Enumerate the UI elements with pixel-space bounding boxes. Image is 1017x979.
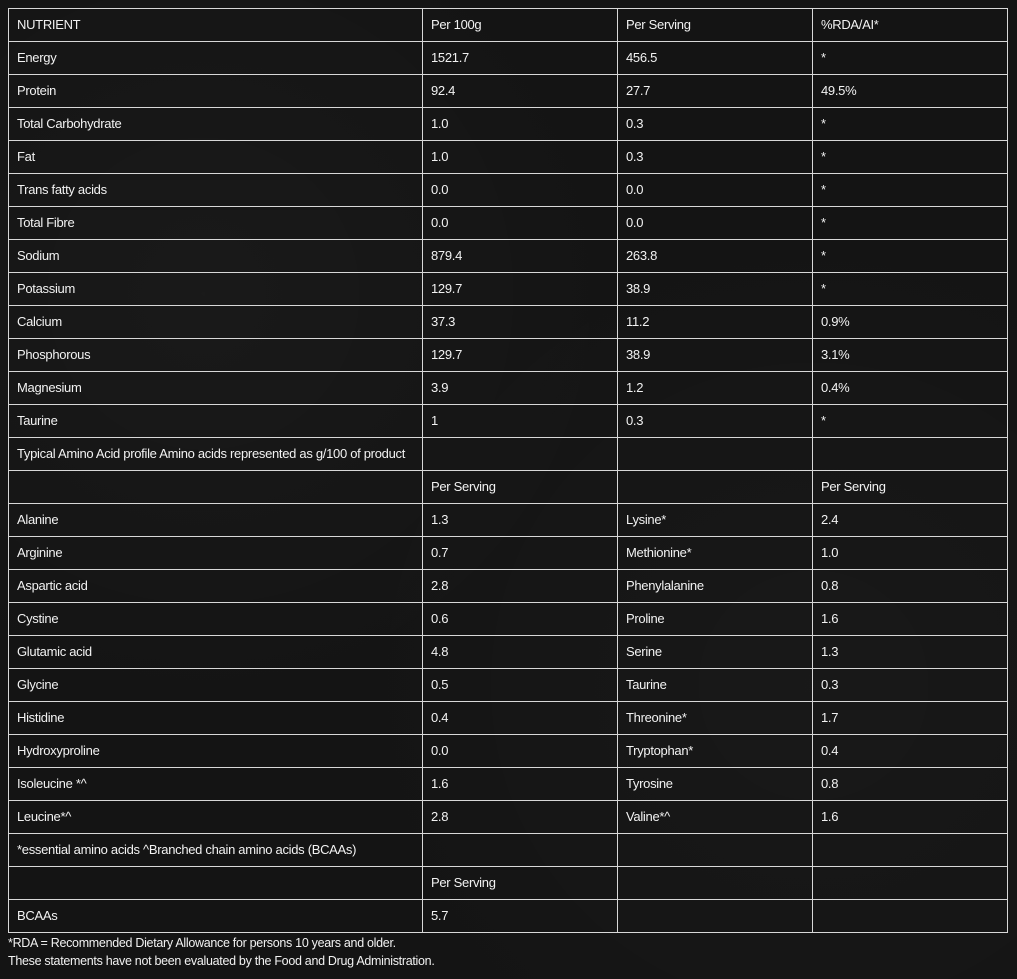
nutrient-per-100g: 129.7 [423, 273, 618, 306]
amino-acid-row [9, 570, 1008, 603]
amino-acid-row [9, 603, 1008, 636]
nutrient-per-100g: 1.0 [423, 108, 618, 141]
amino-acid-row [9, 801, 1008, 834]
amino-note-row [9, 834, 1008, 867]
nutrient-name: Trans fatty acids [9, 174, 423, 207]
bcaa-header-row [9, 867, 1008, 900]
empty-cell [618, 471, 813, 504]
amino-left-value: 1.3 [423, 504, 618, 537]
nutrient-per-100g: 3.9 [423, 372, 618, 405]
amino-left-value: 0.5 [423, 669, 618, 702]
nutrient-per-serving: 263.8 [618, 240, 813, 273]
nutrient-name: Protein [9, 75, 423, 108]
amino-right-name: Valine*^ [618, 801, 813, 834]
nutrient-name: Total Carbohydrate [9, 108, 423, 141]
nutrient-name: Calcium [9, 306, 423, 339]
empty-cell [423, 438, 618, 471]
nutrient-rda: * [813, 207, 1008, 240]
nutrient-per-100g: 1 [423, 405, 618, 438]
bcaa-label: BCAAs [9, 900, 423, 933]
amino-acid-row [9, 702, 1008, 735]
empty-cell [423, 834, 618, 867]
amino-left-value: 2.8 [423, 570, 618, 603]
amino-left-name: Isoleucine *^ [9, 768, 423, 801]
empty-cell [9, 867, 423, 900]
nutrient-rda: 3.1% [813, 339, 1008, 372]
amino-acid-row [9, 768, 1008, 801]
nutrition-table-body [9, 9, 1008, 933]
amino-right-name: Lysine* [618, 504, 813, 537]
amino-left-name: Leucine*^ [9, 801, 423, 834]
nutrient-per-serving: 38.9 [618, 339, 813, 372]
amino-right-value: 0.8 [813, 768, 1008, 801]
amino-right-value: 2.4 [813, 504, 1008, 537]
amino-right-value: 0.3 [813, 669, 1008, 702]
nutrient-row [9, 339, 1008, 372]
bcaa-per-serving-header: Per Serving [423, 867, 618, 900]
amino-right-value: 0.4 [813, 735, 1008, 768]
nutrient-row [9, 141, 1008, 174]
nutrient-rda: 0.4% [813, 372, 1008, 405]
nutrient-per-serving: 27.7 [618, 75, 813, 108]
nutrient-rda: * [813, 141, 1008, 174]
nutrient-per-serving: 0.3 [618, 108, 813, 141]
nutrient-per-100g: 1.0 [423, 141, 618, 174]
amino-acid-row [9, 735, 1008, 768]
amino-left-value: 1.6 [423, 768, 618, 801]
amino-left-per-serving-header: Per Serving [423, 471, 618, 504]
amino-left-name: Cystine [9, 603, 423, 636]
amino-right-value: 1.0 [813, 537, 1008, 570]
amino-right-value: 1.6 [813, 801, 1008, 834]
nutrient-per-100g: 37.3 [423, 306, 618, 339]
amino-right-name: Methionine* [618, 537, 813, 570]
nutrient-rda: * [813, 108, 1008, 141]
amino-right-name: Taurine [618, 669, 813, 702]
amino-left-value: 0.0 [423, 735, 618, 768]
amino-right-value: 0.8 [813, 570, 1008, 603]
amino-right-name: Phenylalanine [618, 570, 813, 603]
nutrient-per-serving: 0.0 [618, 174, 813, 207]
nutrient-rda: * [813, 405, 1008, 438]
header-per-100g: Per 100g [423, 9, 618, 42]
nutrient-rda: * [813, 174, 1008, 207]
nutrient-row [9, 75, 1008, 108]
amino-left-name: Glutamic acid [9, 636, 423, 669]
bcaa-value: 5.7 [423, 900, 618, 933]
nutrient-row [9, 306, 1008, 339]
nutrient-row [9, 207, 1008, 240]
nutrient-name: Sodium [9, 240, 423, 273]
header-nutrient: NUTRIENT [9, 9, 423, 42]
amino-acid-row [9, 636, 1008, 669]
nutrient-name: Phosphorous [9, 339, 423, 372]
empty-cell [813, 438, 1008, 471]
nutrient-name: Energy [9, 42, 423, 75]
amino-section-title: Typical Amino Acid profile Amino acids represented as g/100 of product [9, 438, 423, 471]
nutrient-row [9, 174, 1008, 207]
amino-left-value: 0.4 [423, 702, 618, 735]
empty-cell [813, 834, 1008, 867]
empty-cell [618, 900, 813, 933]
nutrient-per-serving: 456.5 [618, 42, 813, 75]
nutrient-rda: 49.5% [813, 75, 1008, 108]
amino-left-value: 0.7 [423, 537, 618, 570]
amino-right-name: Tryptophan* [618, 735, 813, 768]
footnote-fda: These statements have not been evaluated by the Food and Drug Administration. [8, 954, 435, 968]
nutrient-row [9, 372, 1008, 405]
header-rda: %RDA/AI* [813, 9, 1008, 42]
nutrient-rda: * [813, 42, 1008, 75]
amino-left-value: 2.8 [423, 801, 618, 834]
nutrient-rda: * [813, 240, 1008, 273]
footnote-rda: *RDA = Recommended Dietary Allowance for persons 10 years and older. [8, 936, 396, 950]
amino-left-value: 4.8 [423, 636, 618, 669]
amino-right-name: Tyrosine [618, 768, 813, 801]
nutrient-per-serving: 0.0 [618, 207, 813, 240]
nutrient-row [9, 273, 1008, 306]
nutrient-row [9, 405, 1008, 438]
nutrient-name: Fat [9, 141, 423, 174]
amino-section-title-row [9, 438, 1008, 471]
nutrient-per-100g: 129.7 [423, 339, 618, 372]
amino-right-value: 1.7 [813, 702, 1008, 735]
footnotes [8, 934, 435, 970]
nutrient-row [9, 42, 1008, 75]
table-header-row [9, 9, 1008, 42]
nutrient-row [9, 108, 1008, 141]
nutrient-per-serving: 11.2 [618, 306, 813, 339]
amino-left-name: Arginine [9, 537, 423, 570]
amino-left-name: Aspartic acid [9, 570, 423, 603]
nutrient-per-serving: 0.3 [618, 141, 813, 174]
amino-left-name: Hydroxyproline [9, 735, 423, 768]
amino-right-name: Threonine* [618, 702, 813, 735]
nutrient-name: Total Fibre [9, 207, 423, 240]
empty-cell [618, 867, 813, 900]
nutrient-name: Magnesium [9, 372, 423, 405]
nutrient-per-100g: 0.0 [423, 174, 618, 207]
nutrient-per-serving: 38.9 [618, 273, 813, 306]
amino-left-value: 0.6 [423, 603, 618, 636]
empty-cell [9, 471, 423, 504]
amino-acid-row [9, 669, 1008, 702]
empty-cell [813, 867, 1008, 900]
header-per-serving: Per Serving [618, 9, 813, 42]
nutrient-per-serving: 1.2 [618, 372, 813, 405]
nutrition-table [8, 8, 1008, 933]
amino-subheader-row [9, 471, 1008, 504]
amino-acid-row [9, 504, 1008, 537]
nutrient-per-100g: 92.4 [423, 75, 618, 108]
nutrient-row [9, 240, 1008, 273]
nutrient-rda: * [813, 273, 1008, 306]
amino-left-name: Histidine [9, 702, 423, 735]
bcaa-row [9, 900, 1008, 933]
amino-right-value: 1.6 [813, 603, 1008, 636]
amino-right-value: 1.3 [813, 636, 1008, 669]
nutrient-per-100g: 879.4 [423, 240, 618, 273]
nutrient-rda: 0.9% [813, 306, 1008, 339]
amino-left-name: Alanine [9, 504, 423, 537]
empty-cell [813, 900, 1008, 933]
nutrient-per-100g: 0.0 [423, 207, 618, 240]
empty-cell [618, 438, 813, 471]
amino-acid-row [9, 537, 1008, 570]
amino-right-name: Serine [618, 636, 813, 669]
empty-cell [618, 834, 813, 867]
amino-left-name: Glycine [9, 669, 423, 702]
amino-right-per-serving-header: Per Serving [813, 471, 1008, 504]
nutrient-per-100g: 1521.7 [423, 42, 618, 75]
nutrient-name: Potassium [9, 273, 423, 306]
amino-note: *essential amino acids ^Branched chain amino acids (BCAAs) [9, 834, 423, 867]
nutrient-per-serving: 0.3 [618, 405, 813, 438]
nutrient-name: Taurine [9, 405, 423, 438]
amino-right-name: Proline [618, 603, 813, 636]
